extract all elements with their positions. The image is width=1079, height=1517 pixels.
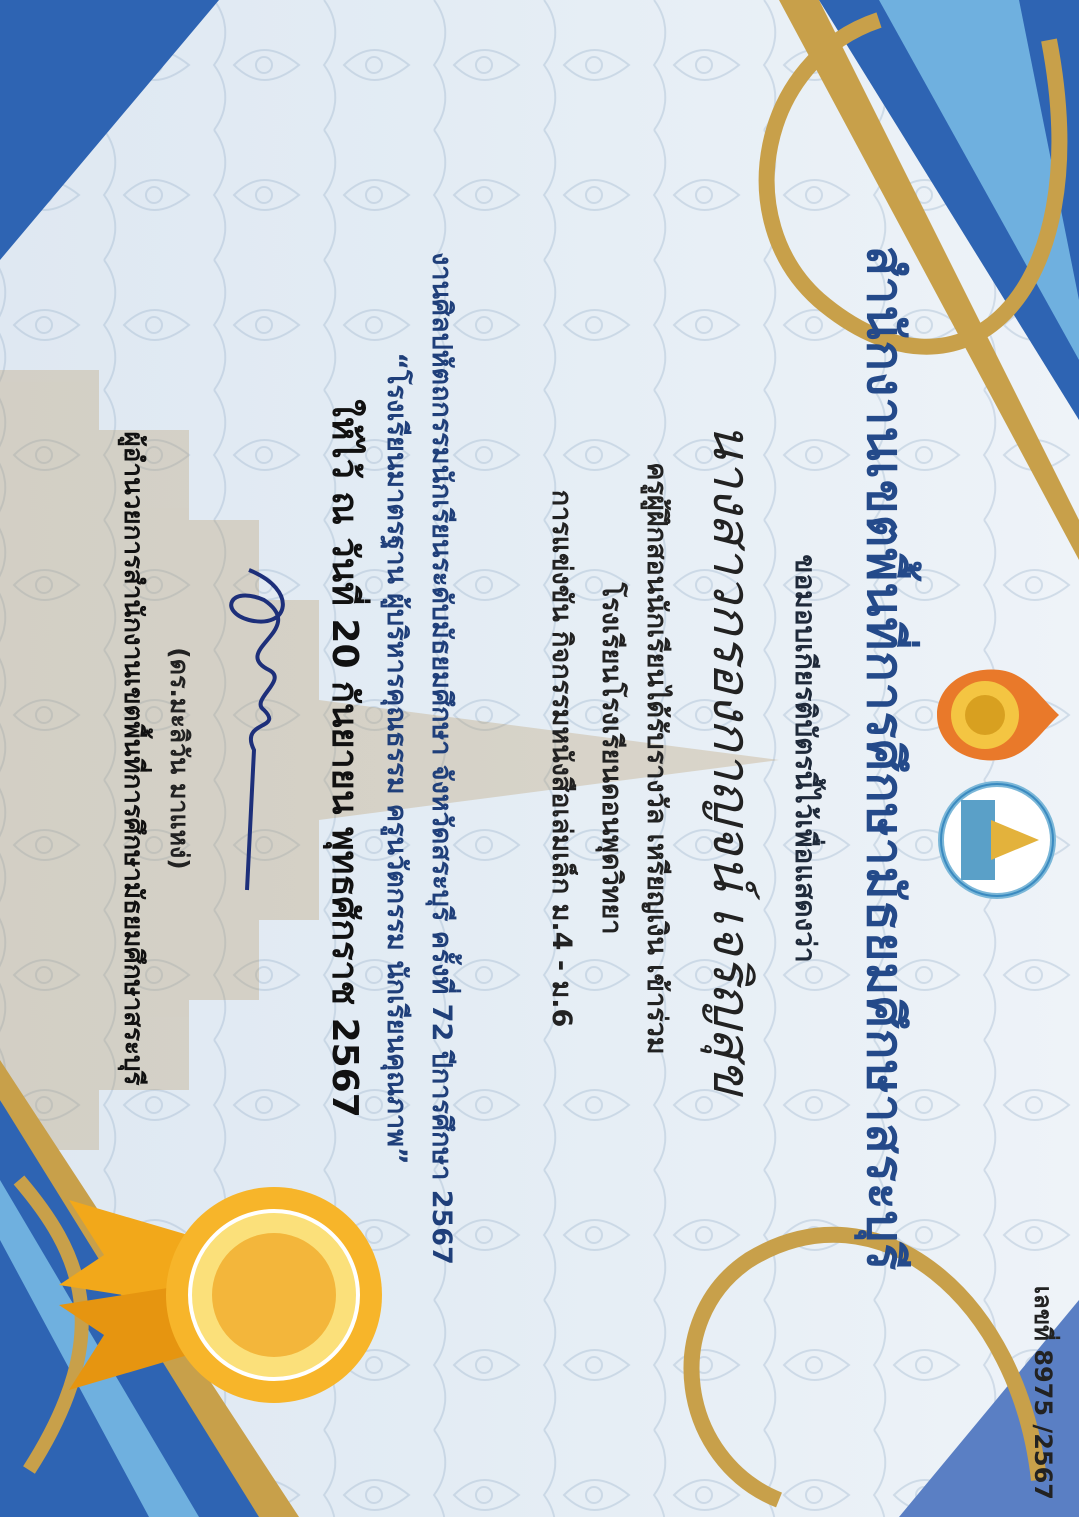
- given-date: ให้ไว้ ณ วันที่ 20 กันยายน พุทธศักราช 2567: [324, 399, 365, 1118]
- signature-mark: [199, 560, 309, 900]
- school-name: โรงเรียนโรงเรียนดอนพุดวิทยา: [596, 582, 627, 935]
- document-number: เลขที่ 8975 /2567: [1029, 1285, 1057, 1500]
- issuer-title: สำนักงานเขตพื้นที่การศึกษามัธยมศึกษาสระบุรี: [856, 245, 914, 1272]
- obec-emblem-icon: [933, 660, 1063, 770]
- award-line: ครูผู้ฝึกสอนนักเรียนได้รับรางวัล เหรียญเงิน เข้าร่วม: [641, 462, 672, 1055]
- recipient-name: นางสาวกรองกาญจน์ เจริญสุข: [701, 422, 761, 1095]
- certificate-subtitle: ขอมอบเกียรติบัตรนี้ไว้เพื่อแสดงว่า: [789, 554, 822, 963]
- event-name: งานศิลปหัตถกรรมนักเรียนระดับมัธยมศึกษา จังหวัดสระบุรี ครั้งที่ 72 ปีการศึกษา 2567: [426, 252, 457, 1265]
- event-theme: “โรงเรียนมาตรฐาน ผู้บริหารคุณธรรม ครูนวัตกรรม นักเรียนคุณภาพ”: [381, 352, 412, 1165]
- saraburi-province-seal-icon: [937, 780, 1057, 900]
- signer-name: (ดร.มะลิวัน มาแหง่): [165, 647, 194, 870]
- signer-position: ผู้อำนวยการสำนักงานเขตพื้นที่การศึกษามัธยมศึกษาสระบุรี: [118, 431, 148, 1086]
- contest-name: การแข่งขัน กิจกรรมหนังสือเล่มเล็ก ม.4 - ม.6: [546, 489, 577, 1028]
